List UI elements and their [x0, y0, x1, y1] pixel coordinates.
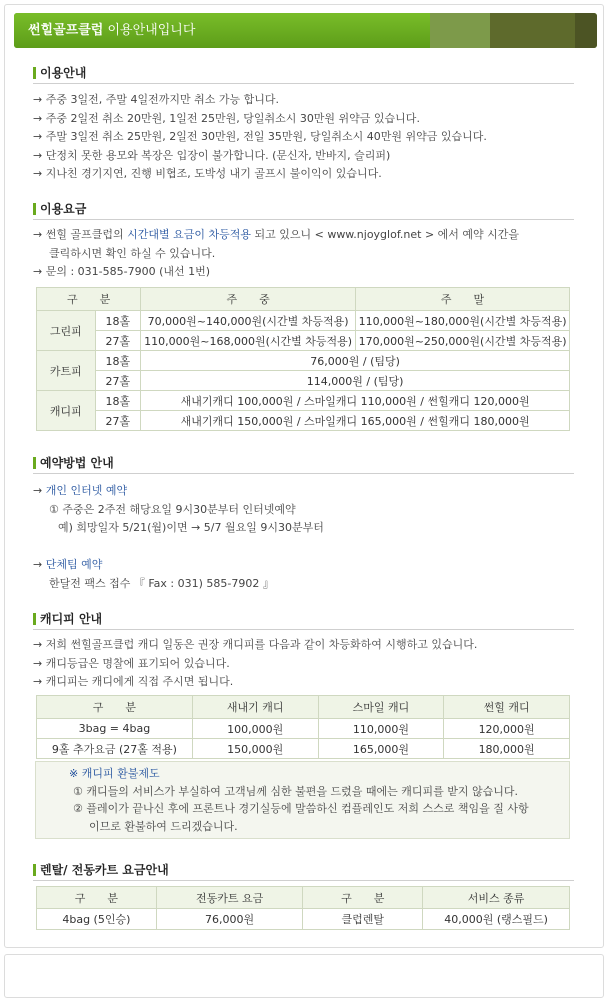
green-27-label: 27홀 — [95, 331, 141, 351]
arrow-icon: → — [33, 558, 43, 571]
rental-header-div2: 구 분 — [303, 887, 423, 909]
personal-line-1: ① 주중은 2주전 해당요일 9시30분부터 인터넷예약 — [49, 502, 296, 516]
fee-header-div: 구 분 — [37, 288, 141, 311]
refund-box — [35, 761, 570, 839]
page-banner — [14, 13, 597, 48]
rental-header-service: 서비스 종류 — [423, 887, 570, 909]
caddie-line-2: → 캐디등급은 명찰에 표기되어 있습니다. — [33, 656, 230, 670]
usage-line-3: → 주말 3일전 취소 25만원, 2일전 30만원, 전일 35만원, 당일취소시 40만원 위약금 있습니다. — [33, 130, 487, 143]
personal-line-2: 예) 희망일자 5/21(월)이면 → 5/7 월요일 9시30분부터 — [58, 521, 324, 534]
banner-block-1 — [430, 13, 490, 48]
group-reserve-link[interactable]: 단체팀 예약 — [45, 558, 103, 571]
caddie-header-new: 새내기 캐디 — [192, 696, 318, 719]
caddie-line-1: → 저희 썬힐골프클럽 캐디 일동은 권장 캐디피를 다음과 같이 차등화하여 시행하고 있습니다. — [33, 638, 478, 651]
cart-18-label: 18홀 — [95, 351, 141, 371]
rental-row-cart: 76,000원 — [156, 909, 303, 930]
usage-line-5: → 지나친 경기지연, 진행 비협조, 도박성 내기 골프시 불이익이 있습니다. — [33, 167, 382, 180]
refund-line-3: 이므로 환불하여 드리겠습니다. — [89, 819, 238, 833]
fees-line-3: → 문의 : 031-585-7900 (내선 1번) — [33, 265, 211, 278]
caddie-header-sun: 썬힐 캐디 — [444, 696, 570, 719]
rental-row-div2: 클럽렌탈 — [303, 909, 423, 930]
rental-title: 렌탈/ 전동카트 요금안내 — [33, 862, 574, 881]
caddie-section — [33, 611, 574, 692]
cart-27-label: 27홀 — [95, 371, 141, 391]
green-27-weekday: 110,000원~168,000원(시간별 차등적용) — [141, 331, 356, 351]
personal-reserve-link[interactable]: 개인 인터넷 예약 — [45, 484, 128, 497]
banner-block-3 — [575, 13, 597, 48]
green-18-weekend: 110,000원~180,000원(시간별 차등적용) — [356, 311, 570, 331]
fees-line-1c: 되고 있으니 < www.njoyglof.net > 에서 예약 시간을 — [250, 228, 520, 241]
caddie-row-1-new: 100,000원 — [192, 719, 318, 739]
caddie-27-label: 27홀 — [95, 411, 141, 431]
refund-line-1: ① 캐디들의 서비스가 부실하여 고객님께 심한 불편을 드렸을 때에는 캐디피를 받지 않습니다. — [73, 784, 518, 798]
banner-title — [14, 13, 430, 48]
caddie-row-2-label: 9홀 추가요금 (27홀 적용) — [37, 739, 193, 759]
group-line-1: 한달전 팩스 접수 『 Fax : 031) 585-7902 』 — [49, 576, 274, 590]
green-27-weekend: 170,000원~250,000원(시간별 차등적용) — [356, 331, 570, 351]
refund-line-2: ② 플레이가 끝나신 후에 프론트나 경기실등에 말씀하신 컴플레인도 저희 스스로 책임을 질 사항 — [73, 802, 529, 815]
rental-header-cart: 전동카트 요금 — [156, 887, 303, 909]
cart-fee-label: 카트피 — [37, 351, 96, 391]
rental-table — [36, 886, 570, 930]
caddie-row-1-label: 3bag = 4bag — [37, 719, 193, 739]
green-18-label: 18홀 — [95, 311, 141, 331]
spacer — [33, 538, 574, 557]
caddie-line-3: → 캐디피는 캐디에게 직접 주시면 됩니다. — [33, 675, 234, 688]
fees-line-2: 클릭하시면 확인 하실 수 있습니다. — [49, 246, 216, 260]
usage-line-1: → 주중 3일전, 주말 4일전까지만 취소 가능 합니다. — [33, 93, 279, 106]
fees-section — [33, 201, 574, 282]
rental-row-service: 40,000원 (랭스필드) — [423, 909, 570, 930]
usage-title: 이용안내 — [33, 65, 574, 84]
arrow-icon: → — [33, 484, 43, 497]
caddie-18-label: 18홀 — [95, 391, 141, 411]
reserve-title: 예약방법 안내 — [33, 455, 574, 474]
cart-18-value: 76,000원 / (팀당) — [141, 351, 570, 371]
caddie-row-2-smile: 165,000원 — [318, 739, 444, 759]
caddie-row-1-smile: 110,000원 — [318, 719, 444, 739]
caddie-row-2-new: 150,000원 — [192, 739, 318, 759]
banner-subtitle: 이용안내입니다 — [107, 23, 196, 38]
reserve-section — [33, 455, 574, 593]
caddie-27-value: 새내기캐디 150,000원 / 스마일캐디 165,000원 / 썬힐캐디 180,000원 — [141, 411, 570, 431]
caddie-title: 캐디피 안내 — [33, 611, 574, 630]
rental-row-div: 4bag (5인승) — [37, 909, 157, 930]
caddie-header-smile: 스마일 캐디 — [318, 696, 444, 719]
fees-line-1a: → 썬힐 골프클럽의 — [33, 228, 128, 241]
fee-header-weekday: 주 중 — [141, 288, 356, 311]
fees-highlight: 시간대별 요금이 차등적용 — [127, 228, 251, 241]
usage-line-2: → 주중 2일전 취소 20만원, 1일전 25만원, 당일취소시 30만원 위약금 있습니다. — [33, 111, 420, 125]
banner-block-2 — [490, 13, 575, 48]
caddie-row-2-sun: 180,000원 — [444, 739, 570, 759]
usage-line-4: → 단정치 못한 용모와 복장은 입장이 불가합니다. (문신자, 반바지, 슬리퍼) — [33, 148, 391, 162]
refund-title — [69, 765, 569, 783]
caddie-row-1-sun: 120,000원 — [444, 719, 570, 739]
caddie-table — [36, 695, 570, 759]
caddie-18-value: 새내기캐디 100,000원 / 스마일캐디 110,000원 / 썬힐캐디 120,000원 — [141, 391, 570, 411]
rental-header-div: 구 분 — [37, 887, 157, 909]
fee-table — [36, 287, 570, 431]
fee-header-weekend: 주 말 — [356, 288, 570, 311]
personal-reserve — [33, 482, 574, 501]
refund-title-text: ※ 캐디피 환불제도 — [69, 767, 160, 780]
green-fee-label: 그린피 — [37, 311, 96, 351]
group-reserve — [33, 556, 574, 575]
fees-line-1 — [33, 226, 574, 245]
club-name: 썬힐골프클럽 — [28, 23, 104, 38]
green-18-weekday: 70,000원~140,000원(시간별 차등적용) — [141, 311, 356, 331]
usage-section — [33, 65, 574, 184]
fees-title: 이용요금 — [33, 201, 574, 220]
cart-27-value: 114,000원 / (팀당) — [141, 371, 570, 391]
lower-frame — [4, 954, 604, 998]
caddie-fee-label: 캐디피 — [37, 391, 96, 431]
rental-section — [33, 862, 574, 881]
caddie-header-div: 구 분 — [37, 696, 193, 719]
